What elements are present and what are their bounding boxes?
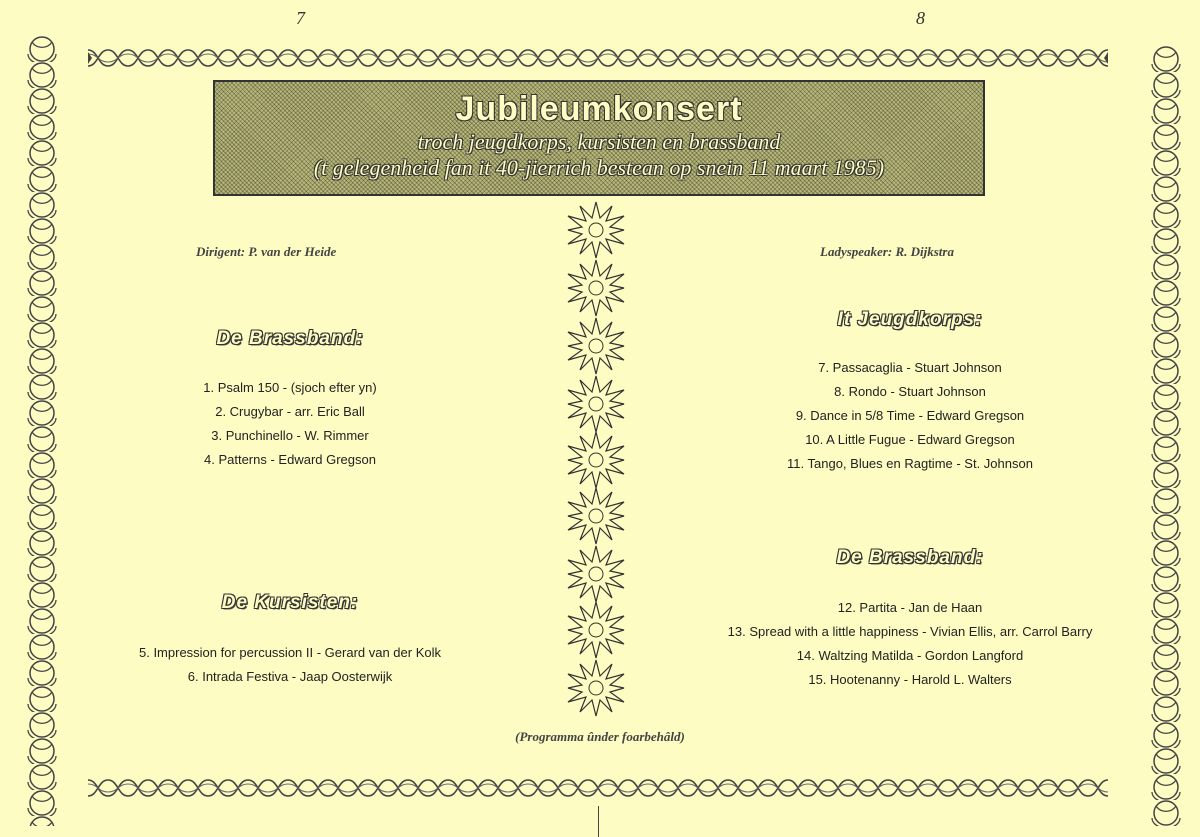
star-icon	[568, 318, 624, 374]
star-icon	[568, 660, 624, 716]
page-number-left: 7	[296, 8, 305, 28]
title-banner	[213, 80, 985, 196]
section-heading-brassband-1: De Brassband:	[216, 328, 364, 349]
program-item: 7. Passacaglia - Stuart Johnson	[818, 360, 1002, 375]
program-item: 6. Intrada Festiva - Jaap Oosterwijk	[187, 669, 393, 684]
section-heading-jeugdkorps: It Jeugdkorps:	[837, 309, 983, 330]
star-icon	[568, 432, 624, 488]
program-item: 15. Hootenanny - Harold L. Walters	[808, 672, 1012, 687]
section-heading-kursisten: De Kursisten:	[221, 592, 359, 613]
banner-title: Jubileumkonsert	[455, 90, 743, 128]
star-icon	[568, 202, 624, 258]
star-icon	[568, 376, 624, 432]
program-item: 12. Partita - Jan de Haan	[837, 600, 983, 615]
star-icon	[568, 488, 624, 544]
program-list-kursisten	[90, 641, 490, 689]
conductor-credit: Dirigent: P. van der Heide	[196, 244, 337, 259]
page-number-right: 8	[916, 8, 925, 28]
program-list-brassband-1	[140, 376, 440, 472]
banner-subtitle-1: troch jeugdkorps, kursisten en brassband	[417, 129, 781, 154]
program-disclaimer: (Programma ûnder foarbehâld)	[515, 729, 685, 744]
fold-line	[598, 806, 599, 837]
program-item: 3. Punchinello - W. Rimmer	[211, 428, 369, 443]
star-icon	[568, 546, 624, 602]
program-item: 11. Tango, Blues en Ragtime - St. Johnson	[787, 456, 1033, 471]
program-item: 4. Patterns - Edward Gregson	[204, 452, 376, 467]
banner-subtitle-2: (t gelegenheid fan it 40-jierrich bestean op snein 11 maart 1985)	[313, 155, 885, 180]
program-item: 1. Psalm 150 - (sjoch efter yn)	[203, 380, 377, 395]
speaker-credit: Ladyspeaker: R. Dijkstra	[820, 244, 954, 259]
program-item: 9. Dance in 5/8 Time - Edward Gregson	[795, 408, 1025, 423]
program-item: 2. Crugybar - arr. Eric Ball	[215, 404, 365, 419]
program-item: 8. Rondo - Stuart Johnson	[834, 384, 986, 399]
program-item: 13. Spread with a little happiness - Vivian Ellis, arr. Carrol Barry	[727, 624, 1093, 639]
left-crescent-border	[14, 36, 70, 826]
section-heading-brassband-2: De Brassband:	[836, 547, 984, 568]
right-crescent-border	[1138, 46, 1194, 826]
program-item: 10. A Little Fugue - Edward Gregson	[805, 432, 1015, 447]
program-item: 5. Impression for percussion II - Gerard van der Kolk	[138, 645, 441, 660]
bottom-braid-border	[88, 770, 1108, 806]
star-icon	[568, 260, 624, 316]
top-braid-border	[88, 40, 1108, 76]
star-divider	[566, 200, 626, 720]
star-icon	[568, 602, 624, 658]
program-list-jeugdkorps	[740, 356, 1080, 476]
program-item: 14. Waltzing Matilda - Gordon Langford	[796, 648, 1024, 663]
program-list-brassband-2	[680, 596, 1140, 692]
